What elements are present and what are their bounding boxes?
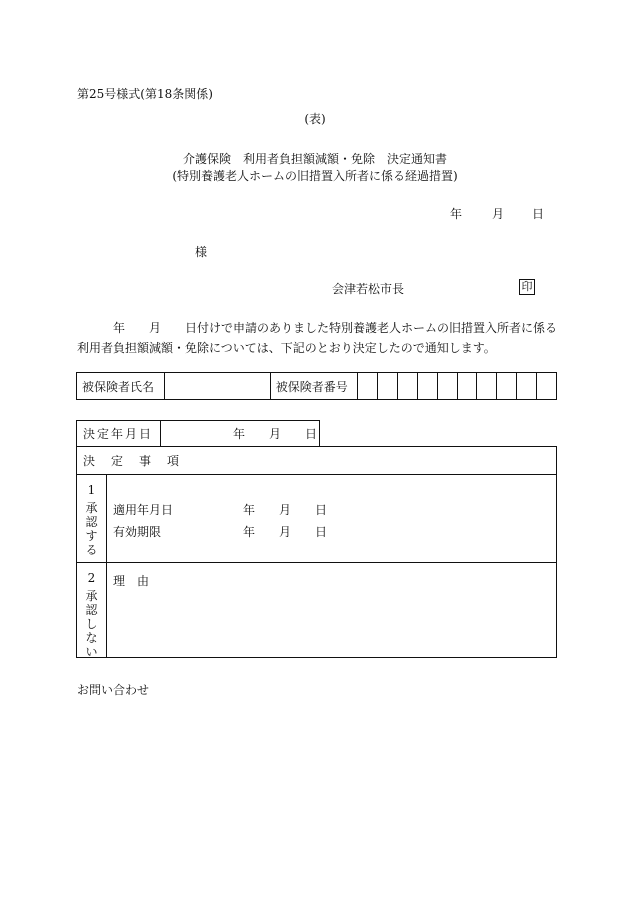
issuer-name: 会津若松市長 bbox=[332, 282, 405, 296]
side-indicator: (表) bbox=[304, 112, 326, 126]
approve-number: 1 bbox=[87, 483, 96, 497]
decision-date-value[interactable] bbox=[161, 421, 321, 447]
addressee-honorific: 様 bbox=[195, 245, 208, 259]
body-line-1 bbox=[77, 319, 557, 336]
insured-number-box[interactable] bbox=[477, 373, 497, 400]
body-year: 年 bbox=[113, 321, 126, 335]
insured-number-box[interactable] bbox=[417, 373, 437, 400]
decision-date-label: 決定年月日 bbox=[77, 421, 161, 447]
reject-label-cell bbox=[77, 563, 107, 657]
insured-number-box[interactable] bbox=[537, 373, 557, 400]
issue-date-year: 年 bbox=[450, 207, 463, 221]
valid-until-day: 日 bbox=[315, 525, 328, 539]
document-title: 介護保険 利用者負担額減額・免除 決定通知書 bbox=[182, 152, 447, 166]
insured-name-field[interactable] bbox=[164, 373, 270, 400]
issue-date bbox=[450, 205, 544, 222]
apply-date-month: 月 bbox=[279, 503, 292, 517]
insured-number-box[interactable] bbox=[457, 373, 477, 400]
approve-row bbox=[77, 475, 556, 563]
document-subtitle: (特別養護老人ホームの旧措置入所者に係る経過措置) bbox=[172, 169, 458, 183]
decision-date-box bbox=[76, 420, 320, 446]
decision-date-month: 月 bbox=[269, 427, 282, 441]
body-month: 月 bbox=[149, 321, 162, 335]
insured-name-label: 被保険者氏名 bbox=[77, 373, 165, 400]
insured-number-box[interactable] bbox=[517, 373, 537, 400]
reject-label: 承認しない bbox=[85, 589, 98, 659]
form-number: 第25号様式(第18条関係) bbox=[77, 87, 213, 101]
reject-row bbox=[77, 563, 556, 657]
insured-number-box[interactable] bbox=[358, 373, 378, 400]
body-line-2: 利用者負担額減額・免除については、下記のとおり決定したので通知します。 bbox=[77, 341, 496, 355]
decision-date-year: 年 bbox=[233, 427, 246, 441]
apply-date-label: 適用年月日 bbox=[113, 503, 174, 517]
approve-label-cell bbox=[77, 475, 107, 562]
contact-label: お問い合わせ bbox=[77, 683, 150, 697]
valid-until-label: 有効期限 bbox=[113, 525, 162, 539]
insured-number-box[interactable] bbox=[398, 373, 418, 400]
insured-table bbox=[76, 372, 557, 400]
apply-date-day: 日 bbox=[315, 503, 328, 517]
apply-date-year: 年 bbox=[243, 503, 256, 517]
insured-number-label: 被保険者番号 bbox=[270, 373, 358, 400]
issue-date-month: 月 bbox=[492, 207, 505, 221]
valid-until-month: 月 bbox=[279, 525, 292, 539]
insured-number-box[interactable] bbox=[497, 373, 517, 400]
insured-number-box[interactable] bbox=[437, 373, 457, 400]
decision-items-label: 決 定 事 項 bbox=[77, 447, 556, 475]
reject-number: 2 bbox=[87, 571, 96, 585]
decision-items-box bbox=[76, 446, 557, 658]
seal-mark: 印 bbox=[519, 279, 535, 295]
reason-label: 理 由 bbox=[113, 574, 150, 588]
decision-date-day: 日 bbox=[305, 427, 318, 441]
issue-date-day: 日 bbox=[532, 207, 545, 221]
insured-number-box[interactable] bbox=[378, 373, 398, 400]
valid-until-year: 年 bbox=[243, 525, 256, 539]
approve-label: 承認する bbox=[85, 501, 98, 557]
body-line-1-text: 日付けで申請のありました特別養護老人ホームの旧措置入所者に係る bbox=[185, 321, 558, 335]
